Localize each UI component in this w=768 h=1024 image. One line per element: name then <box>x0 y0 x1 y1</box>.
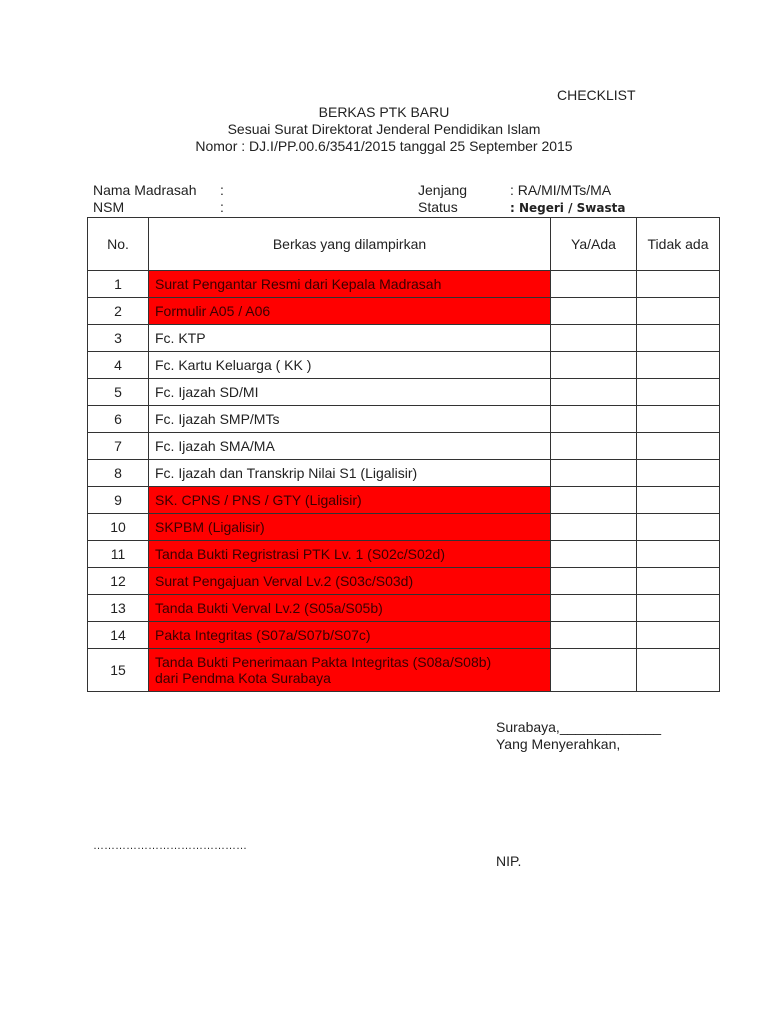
table-row <box>88 541 720 568</box>
jenjang-label: Jenjang <box>418 182 468 198</box>
tidak-ada-checkbox-cell[interactable] <box>637 379 720 406</box>
table-header-row <box>88 218 720 271</box>
row-number: 11 <box>88 541 149 568</box>
row-document <box>149 325 551 352</box>
row-document <box>149 541 551 568</box>
row-number: 13 <box>88 595 149 622</box>
row-document-label: Fc. Ijazah dan Transkrip Nilai S1 (Ligalisir) <box>155 465 418 481</box>
nip-label: NIP. <box>496 853 522 869</box>
ya-ada-checkbox-cell[interactable] <box>551 568 637 595</box>
table-row <box>88 352 720 379</box>
reference-line <box>0 138 768 156</box>
table-row <box>88 406 720 433</box>
ya-ada-checkbox-cell[interactable] <box>551 541 637 568</box>
row-document-label: Pakta Integritas (S07a/S07b/S07c) <box>155 627 371 643</box>
row-document-label: Fc. Kartu Keluarga ( KK ) <box>155 357 312 373</box>
ya-ada-checkbox-cell[interactable] <box>551 406 637 433</box>
nsm-label: NSM <box>93 199 125 215</box>
row-document <box>149 460 551 487</box>
row-number: 15 <box>88 649 149 692</box>
row-document-label: SK. CPNS / PNS / GTY (Ligalisir) <box>155 492 362 508</box>
ya-ada-checkbox-cell[interactable] <box>551 352 637 379</box>
row-number: 10 <box>88 514 149 541</box>
tidak-ada-checkbox-cell[interactable] <box>637 595 720 622</box>
table-row <box>88 460 720 487</box>
header-berkas: Berkas yang dilampirkan <box>149 218 551 271</box>
tidak-ada-checkbox-cell[interactable] <box>637 649 720 692</box>
row-document-label: Fc. KTP <box>155 330 206 346</box>
ya-ada-checkbox-cell[interactable] <box>551 514 637 541</box>
table-body <box>88 271 720 692</box>
row-number: 8 <box>88 460 149 487</box>
tidak-ada-checkbox-cell[interactable] <box>637 406 720 433</box>
row-document-label: Tanda Bukti Verval Lv.2 (S05a/S05b) <box>155 600 383 616</box>
subtitle-line <box>0 121 768 139</box>
row-document-label: Formulir A05 / A06 <box>155 303 271 319</box>
row-document <box>149 622 551 649</box>
row-document <box>149 568 551 595</box>
row-document <box>149 514 551 541</box>
row-number: 1 <box>88 271 149 298</box>
row-document-label: Surat Pengajuan Verval Lv.2 (S03c/S03d) <box>155 573 414 589</box>
row-number: 7 <box>88 433 149 460</box>
row-document-label: SKPBM (Ligalisir) <box>155 519 265 535</box>
row-number: 12 <box>88 568 149 595</box>
row-document-label: Fc. Ijazah SD/MI <box>155 384 259 400</box>
table-row <box>88 325 720 352</box>
tidak-ada-checkbox-cell[interactable] <box>637 622 720 649</box>
table-row <box>88 622 720 649</box>
tidak-ada-checkbox-cell[interactable] <box>637 514 720 541</box>
status-label: Status <box>418 199 458 215</box>
table-row <box>88 379 720 406</box>
row-number: 9 <box>88 487 149 514</box>
row-document <box>149 379 551 406</box>
tidak-ada-checkbox-cell[interactable] <box>637 352 720 379</box>
tidak-ada-checkbox-cell[interactable] <box>637 325 720 352</box>
row-document <box>149 487 551 514</box>
row-document <box>149 433 551 460</box>
row-document <box>149 649 551 692</box>
document-reference: Nomor : DJ.I/PP.00.6/3541/2015 tanggal 25 September 2015 <box>195 138 573 154</box>
tidak-ada-checkbox-cell[interactable] <box>637 541 720 568</box>
row-document <box>149 595 551 622</box>
ya-ada-checkbox-cell[interactable] <box>551 298 637 325</box>
row-number: 6 <box>88 406 149 433</box>
table-row <box>88 595 720 622</box>
signature-dotted-line: …………………………………… <box>93 840 247 852</box>
row-number: 4 <box>88 352 149 379</box>
table-row <box>88 298 720 325</box>
header-no: No. <box>88 218 149 271</box>
checklist-heading: CHECKLIST <box>557 87 636 103</box>
nama-madrasah-separator: : <box>220 182 224 198</box>
ya-ada-checkbox-cell[interactable] <box>551 595 637 622</box>
tidak-ada-checkbox-cell[interactable] <box>637 460 720 487</box>
ya-ada-checkbox-cell[interactable] <box>551 622 637 649</box>
table-row <box>88 568 720 595</box>
nama-madrasah-label: Nama Madrasah <box>93 182 197 198</box>
tidak-ada-checkbox-cell[interactable] <box>637 271 720 298</box>
document-subtitle: Sesuai Surat Direktorat Jenderal Pendidikan Islam <box>227 121 541 137</box>
row-number: 2 <box>88 298 149 325</box>
row-number: 14 <box>88 622 149 649</box>
status-value: : Negeri / Swasta <box>510 201 626 215</box>
document-title: BERKAS PTK BARU <box>318 104 450 120</box>
place-date: Surabaya,_____________ <box>496 719 662 735</box>
row-document-label: Tanda Bukti Penerimaan Pakta Integritas (S08a/S08b) dari Pendma Kota Surabaya <box>155 654 492 686</box>
tidak-ada-checkbox-cell[interactable] <box>637 433 720 460</box>
ya-ada-checkbox-cell[interactable] <box>551 379 637 406</box>
tidak-ada-checkbox-cell[interactable] <box>637 487 720 514</box>
row-document-label: Surat Pengantar Resmi dari Kepala Madrasah <box>155 276 442 292</box>
tidak-ada-checkbox-cell[interactable] <box>637 298 720 325</box>
title-line <box>0 104 768 122</box>
table-row <box>88 487 720 514</box>
row-number: 5 <box>88 379 149 406</box>
table-row <box>88 433 720 460</box>
nsm-separator: : <box>220 199 224 215</box>
header-tidak-ada: Tidak ada <box>637 218 720 271</box>
ya-ada-checkbox-cell[interactable] <box>551 649 637 692</box>
row-document <box>149 352 551 379</box>
ya-ada-checkbox-cell[interactable] <box>551 271 637 298</box>
ya-ada-checkbox-cell[interactable] <box>551 487 637 514</box>
header-ya-ada: Ya/Ada <box>551 218 637 271</box>
checklist-table <box>87 217 720 692</box>
row-number: 3 <box>88 325 149 352</box>
row-document-label: Fc. Ijazah SMP/MTs <box>155 411 280 427</box>
row-document-label: Tanda Bukti Regristrasi PTK Lv. 1 (S02c/S02d) <box>155 546 445 562</box>
table-row <box>88 271 720 298</box>
row-document-label: Fc. Ijazah SMA/MA <box>155 438 275 454</box>
row-document <box>149 271 551 298</box>
submitter-role: Yang Menyerahkan, <box>496 736 621 752</box>
jenjang-value: : RA/MI/MTs/MA <box>510 182 612 198</box>
row-document <box>149 406 551 433</box>
row-document <box>149 298 551 325</box>
table-row <box>88 514 720 541</box>
ya-ada-checkbox-cell[interactable] <box>551 460 637 487</box>
table-row <box>88 649 720 692</box>
tidak-ada-checkbox-cell[interactable] <box>637 568 720 595</box>
ya-ada-checkbox-cell[interactable] <box>551 325 637 352</box>
ya-ada-checkbox-cell[interactable] <box>551 433 637 460</box>
